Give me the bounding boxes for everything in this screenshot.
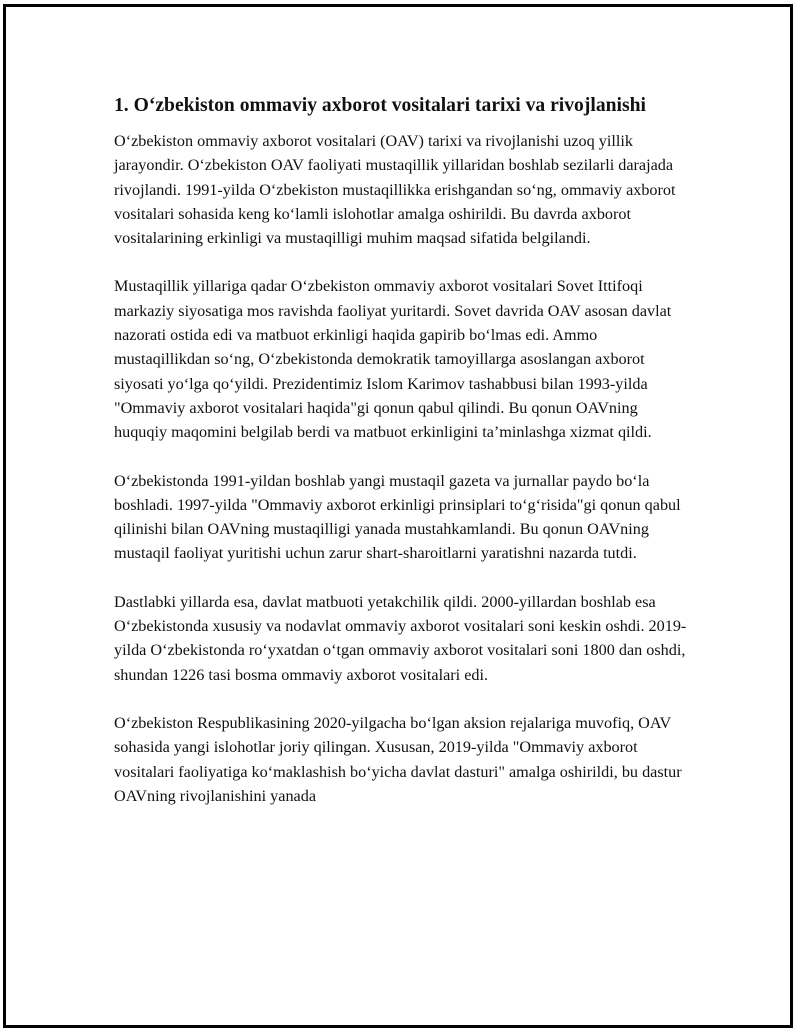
paragraph-5: O‘zbekiston Respublikasining 2020-yilgacha bo‘lgan aksion rejalariga muvofiq, OAV sohasida yangi islohotlar joriy qilingan. Xususan, 2019-yilda "Ommaviy axborot vositalari faoliyatiga ko‘maklashish bo‘yicha davlat dasturi" amalga oshirildi, bu dastur OAVning rivojlanishini yanada	[114, 713, 682, 805]
paragraph-2: Mustaqillik yillariga qadar O‘zbekiston ommaviy axborot vositalari Sovet Ittifoqi markaziy siyosatiga mos ravishda faoliyat yuritardi. Sovet davrida OAV asosan davlat nazorati ostida edi va matbuot erkinligi haqida gapirib bo‘lmas edi. Ammo mustaqillikdan so‘ng, O‘zbekistonda demokratik tamoyillarga asoslangan axborot siyosati yo‘lga qo‘yildi. Prezidentimiz Islom Karimov tashabbusi bilan 1993-yilda "Ommaviy axborot vositalari haqida"gi qonun qabul qilindi. Bu qonun OAVning huquqiy maqomini belgilab berdi va matbuot erkinligini ta’minlashga xizmat qildi.	[114, 277, 672, 442]
paragraph-1: O‘zbekiston ommaviy axborot vositalari (OAV) tarixi va rivojlanishi uzoq yillik jarayondir. O‘zbekiston OAV faoliyati mustaqillik yillaridan boshlab sezilarli darajada rivojlandi. 1991-yilda O‘zbekiston mustaqillikka erishgandan so‘ng, ommaviy axborot vositalari sohasida keng ko‘lamli islohotlar amalga oshirildi. Bu davrda axborot vositalarining erkinligi va mustaqilligi muhim maqsad sifatida belgilandi.	[114, 132, 676, 248]
paragraph-4: Dastlabki yillarda esa, davlat matbuoti yetakchilik qildi. 2000-yillardan boshlab esa O‘zbekistonda xususiy va nodavlat ommaviy axborot vositalari soni keskin oshdi. 2019-yilda O‘zbekistonda ro‘yxatdan o‘tgan ommaviy axborot vositalari soni 1800 dan oshdi, shundan 1226 tasi bosma ommaviy axborot vositalari edi.	[114, 592, 687, 684]
document-body	[114, 92, 688, 832]
paragraph-3: O‘zbekistonda 1991-yildan boshlab yangi mustaqil gazeta va jurnallar paydo bo‘la boshladi. 1997-yilda "Ommaviy axborot erkinligi prinsiplari to‘g‘risida"gi qonun qabul qilinishi bilan OAVning mustaqilligi yanada mustahkamlandi. Bu qonun OAVning mustaqil faoliyat yuritishi uchun zarur shart-sharoitlarni yaratishni nazarda tutdi.	[114, 471, 681, 563]
section-heading: 1. O‘zbekiston ommaviy axborot vositalari tarixi va rivojlanishi	[114, 95, 646, 116]
